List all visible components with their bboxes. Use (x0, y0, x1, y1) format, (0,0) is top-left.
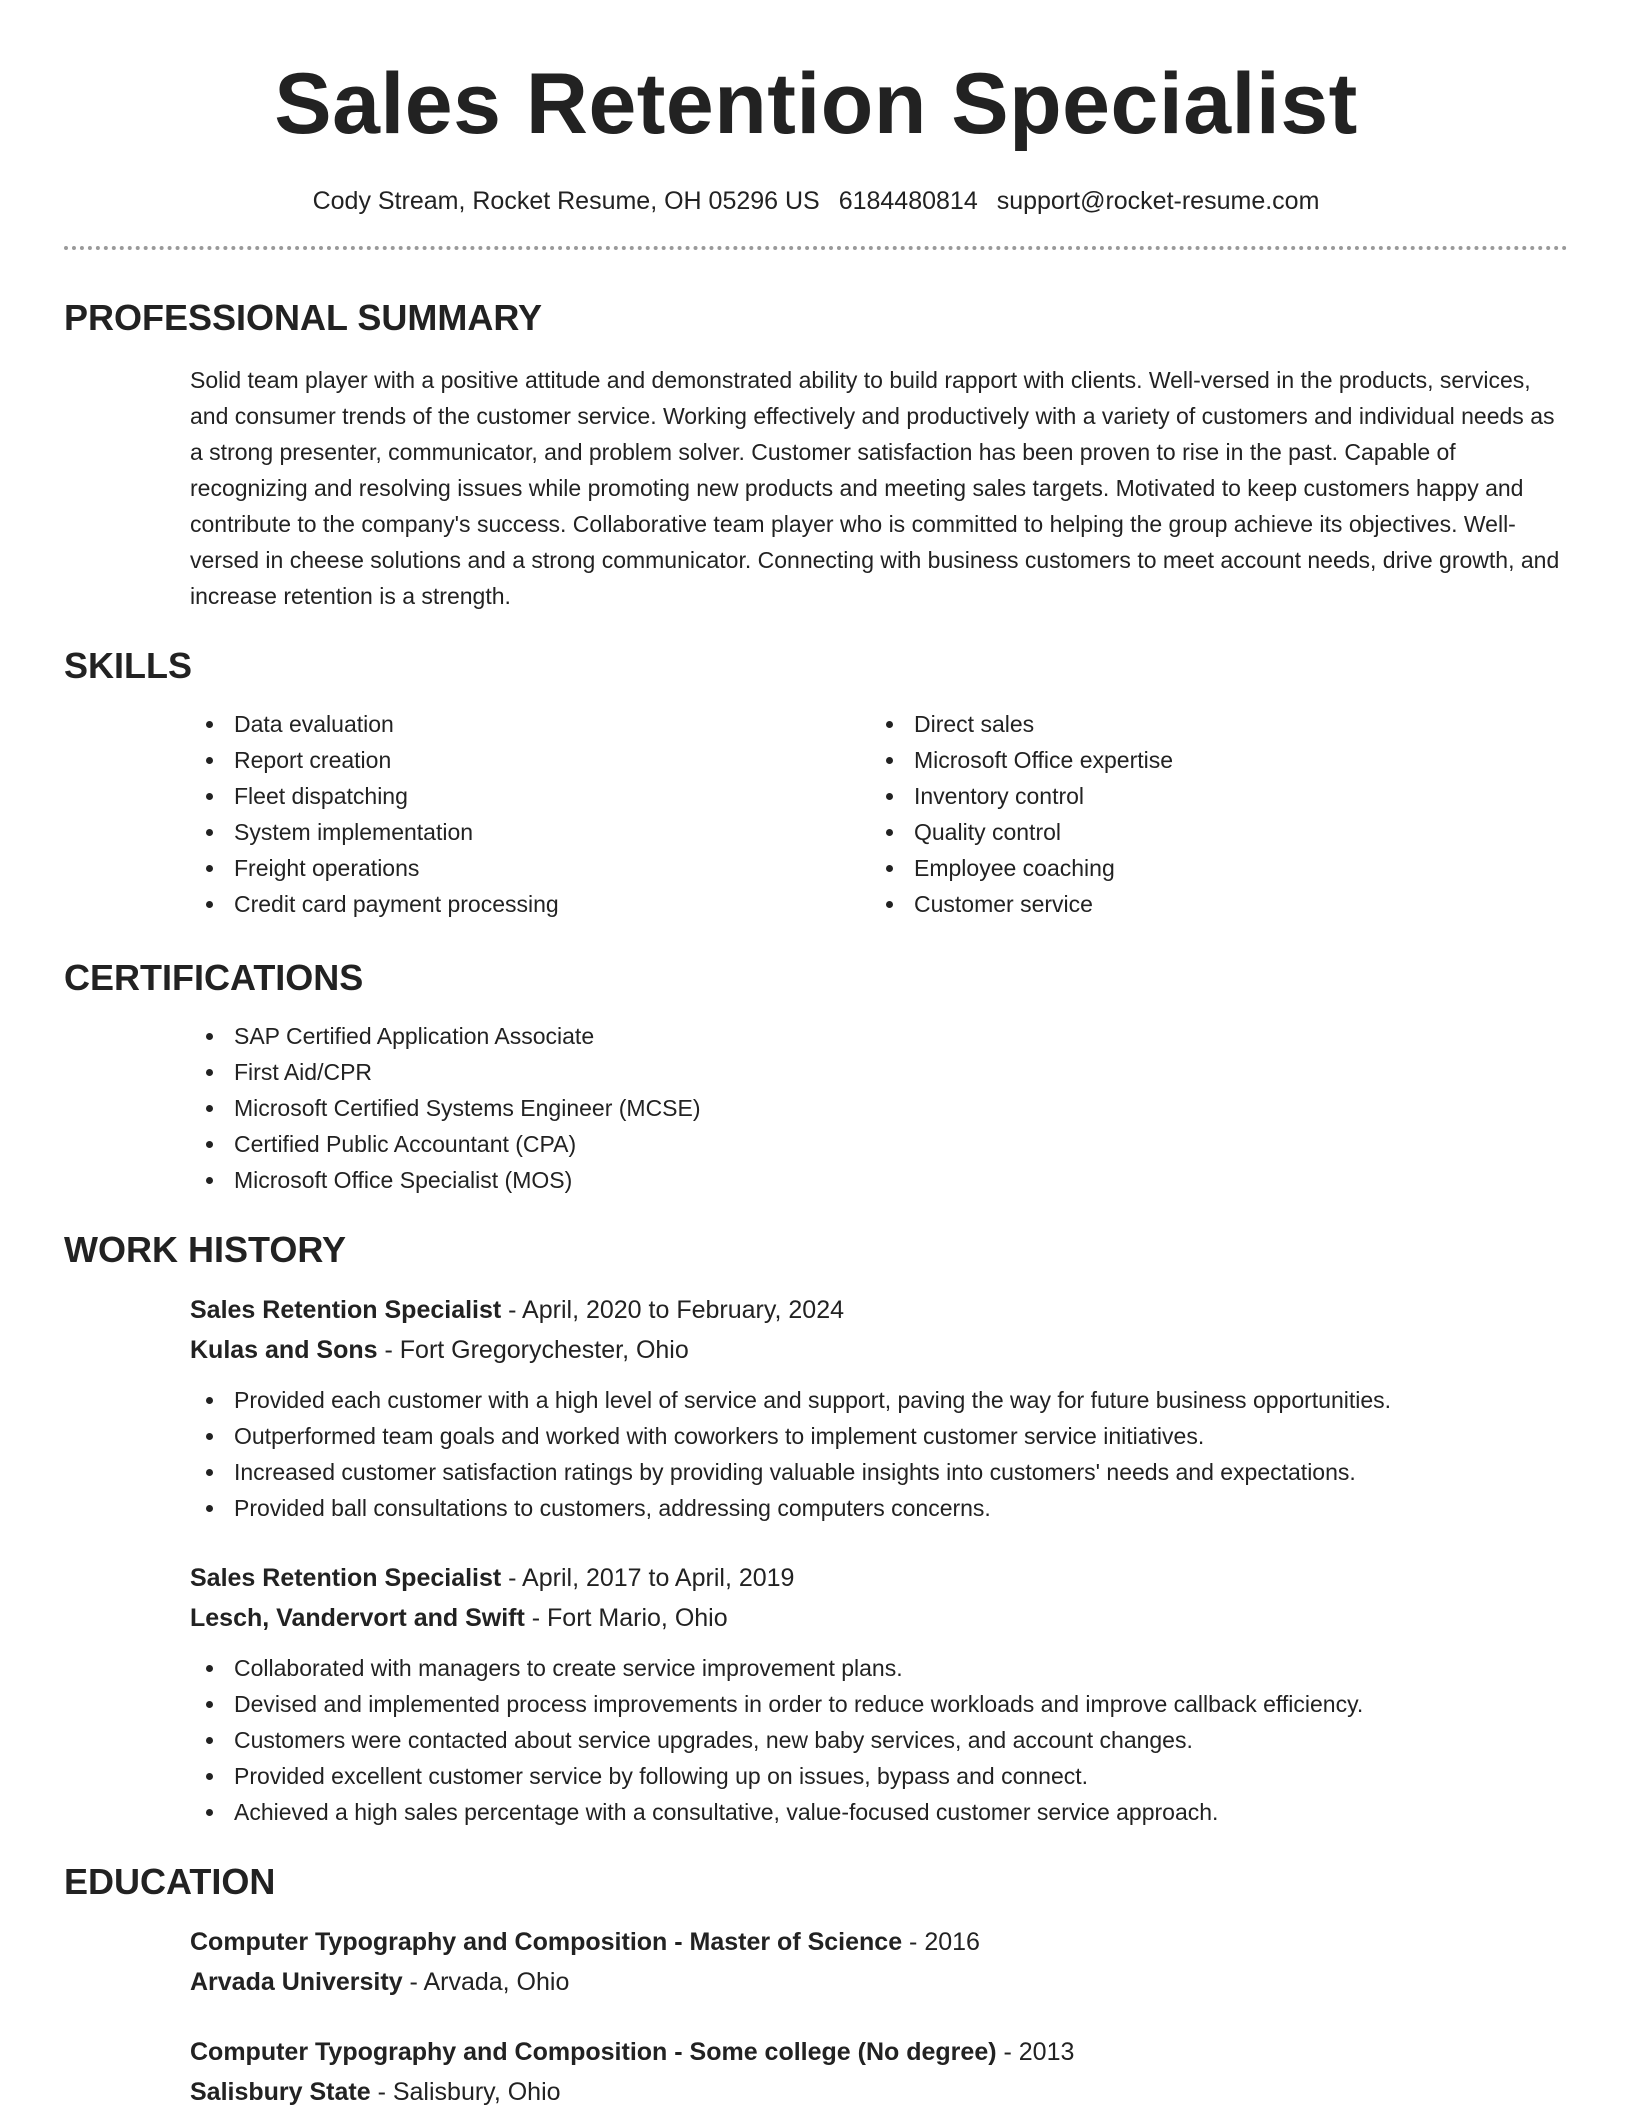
school-line (190, 1962, 1568, 2002)
skill-item: Report creation (190, 742, 870, 778)
job-company-line (190, 1330, 1568, 1370)
job-company: Kulas and Sons (190, 1336, 378, 1364)
skills-heading: SKILLS (64, 645, 193, 686)
certification-item: Microsoft Certified Systems Engineer (MCSE) (190, 1090, 1568, 1126)
job-role: Sales Retention Specialist (190, 1564, 502, 1592)
job-company: Lesch, Vandervort and Swift (190, 1604, 525, 1632)
education-entry (64, 1922, 1568, 2002)
degree-name: Computer Typography and Composition - Some college (No degree) (190, 2038, 997, 2066)
job-entry (64, 1290, 1568, 1526)
job-dates: - April, 2020 to February, 2024 (501, 1296, 845, 1324)
skill-item: Quality control (870, 814, 1550, 850)
contact-line (64, 184, 1568, 218)
job-company-line (190, 1598, 1568, 1638)
job-location: - Fort Mario, Ohio (524, 1604, 728, 1632)
skill-item: Credit card payment processing (190, 886, 870, 922)
resume-name: Sales Retention Specialist (274, 56, 1358, 152)
certification-item: Certified Public Accountant (CPA) (190, 1126, 1568, 1162)
certifications-heading: CERTIFICATIONS (64, 957, 364, 998)
skill-item: Fleet dispatching (190, 778, 870, 814)
job-duty: Increased customer satisfaction ratings by providing valuable insights into customers' needs and expectations. (190, 1454, 1568, 1490)
certification-item: Microsoft Office Specialist (MOS) (190, 1162, 1568, 1198)
contact-phone: 6184480814 (838, 187, 978, 215)
degree-year: - 2016 (902, 1928, 980, 1956)
certification-item: First Aid/CPR (190, 1054, 1568, 1090)
school-line (190, 2072, 1568, 2112)
skill-item: Customer service (870, 886, 1550, 922)
education-entry (64, 2032, 1568, 2112)
skill-item: Data evaluation (190, 706, 870, 742)
skills-column-left (190, 706, 870, 922)
skills-column-right (870, 706, 1550, 922)
header-divider (64, 246, 1568, 250)
school-name: Salisbury State (190, 2078, 371, 2106)
skills-list (64, 706, 1568, 922)
job-duty: Provided excellent customer service by following up on issues, bypass and connect. (190, 1758, 1568, 1794)
skill-item: System implementation (190, 814, 870, 850)
skill-item: Direct sales (870, 706, 1550, 742)
job-duty: Provided each customer with a high level of service and support, paving the way for future business opportunities. (190, 1382, 1568, 1418)
degree-line (190, 2032, 1568, 2072)
job-duty: Collaborated with managers to create service improvement plans. (190, 1650, 1568, 1686)
contact-email[interactable]: support@rocket-resume.com (996, 187, 1320, 215)
job-duty: Customers were contacted about service upgrades, new baby services, and account changes. (190, 1722, 1568, 1758)
job-title-line (190, 1290, 1568, 1330)
job-duty: Outperformed team goals and worked with coworkers to implement customer service initiatives. (190, 1418, 1568, 1454)
summary-heading: PROFESSIONAL SUMMARY (64, 297, 543, 338)
job-duties-list (190, 1650, 1568, 1830)
job-duty: Devised and implemented process improvements in order to reduce workloads and improve callback efficiency. (190, 1686, 1568, 1722)
job-entry (64, 1558, 1568, 1830)
skill-item: Employee coaching (870, 850, 1550, 886)
skill-item: Freight operations (190, 850, 870, 886)
job-duties-list (190, 1382, 1568, 1526)
job-duty: Achieved a high sales percentage with a consultative, value-focused customer service approach. (190, 1794, 1568, 1830)
job-dates: - April, 2017 to April, 2019 (501, 1564, 795, 1592)
school-location: - Salisbury, Ohio (370, 2078, 561, 2106)
job-duty: Provided ball consultations to customers, addressing computers concerns. (190, 1490, 1568, 1526)
school-location: - Arvada, Ohio (402, 1968, 570, 1996)
school-name: Arvada University (190, 1968, 403, 1996)
job-role: Sales Retention Specialist (190, 1296, 502, 1324)
work-history-heading: WORK HISTORY (64, 1229, 347, 1270)
skill-item: Inventory control (870, 778, 1550, 814)
contact-address: Cody Stream, Rocket Resume, OH 05296 US (312, 187, 820, 215)
skill-item: Microsoft Office expertise (870, 742, 1550, 778)
education-heading: EDUCATION (64, 1861, 276, 1902)
certification-item: SAP Certified Application Associate (190, 1018, 1568, 1054)
degree-line (190, 1922, 1568, 1962)
degree-name: Computer Typography and Composition - Master of Science (190, 1928, 903, 1956)
certifications-list (64, 1018, 1568, 1198)
job-title-line (190, 1558, 1568, 1598)
job-location: - Fort Gregorychester, Ohio (377, 1336, 689, 1364)
summary-text: Solid team player with a positive attitude and demonstrated ability to build rapport with clients. Well-versed in the products, services, and consumer trends of the customer service. Working effectively and productively with a variety of customers and individual needs as a strong presenter, communicator, and problem solver. Customer satisfaction has been proven to rise in the past. Capable of recognizing and resolving issues while promoting new products and meeting sales targets. Motivated to keep customers happy and contribute to the company's success. Collaborative team player who is committed to helping the group achieve its objectives. Well-versed in cheese solutions and a strong communicator. Connecting with business customers to meet account needs, drive growth, and increase retention is a strength. (190, 367, 1560, 609)
degree-year: - 2013 (996, 2038, 1075, 2066)
